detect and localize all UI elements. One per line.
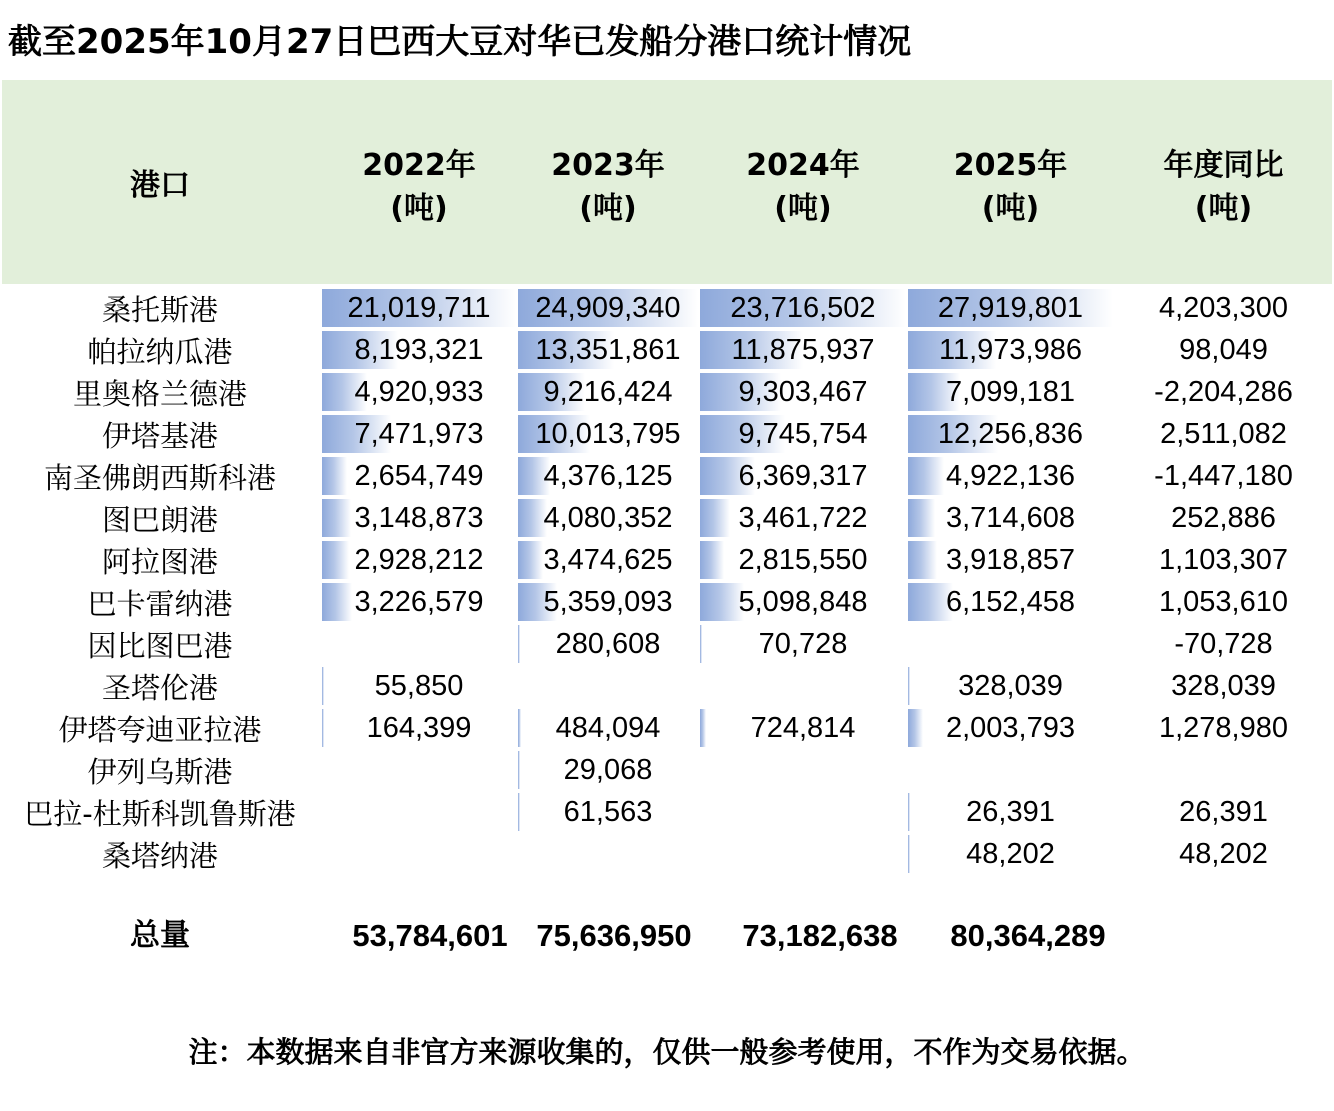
cell-v2024 [700,289,906,327]
cell-v2024 [700,793,906,831]
port-name: 帕拉纳瓜港 [87,334,233,369]
total-2022: 53,784,601 [352,918,508,953]
cell-value: 98,049 [1179,333,1268,366]
port-name: 桑塔纳港 [101,838,218,873]
header-2024-year: 2024年 [746,148,860,183]
table-row [0,539,1334,581]
cell-value: 1,103,307 [1158,543,1288,576]
cell-value: 9,303,467 [738,375,868,408]
cell-value: 328,039 [958,669,1063,702]
cell-v2022 [322,457,516,495]
cell-value: 24,909,340 [535,291,681,324]
cell-yoy [1115,583,1332,621]
cell-v2024 [700,835,906,873]
cell-value: 3,474,625 [543,543,673,576]
header-2022-unit: (吨) [390,191,448,226]
cell-v2022 [322,709,516,747]
port-name: 桑托斯港 [101,292,218,327]
cell-v2024 [700,373,906,411]
cell-value: 9,745,754 [738,417,868,450]
port-name: 因比图巴港 [87,628,233,663]
port-name: 里奥格兰德港 [72,376,247,411]
cell-v2023 [518,667,698,705]
cell-value: 2,654,749 [354,459,484,492]
cell-v2025 [908,835,1113,873]
page-title: 截至2025年10月27日巴西大豆对华已发船分港口统计情况 [8,22,912,62]
cell-v2023 [518,499,698,537]
cell-value: 3,148,873 [354,501,484,534]
table-row [0,413,1334,455]
header-2025-year: 2025年 [953,148,1068,183]
table-row [0,581,1334,623]
table-row [0,665,1334,707]
cell-value: 2,928,212 [354,543,484,576]
header-yoy-unit: (吨) [1194,191,1253,226]
port-name: 巴拉-杜斯科凯鲁斯港 [24,796,296,831]
cell-v2025 [908,583,1113,621]
cell-yoy [1115,667,1332,705]
cell-value: -70,728 [1174,627,1273,660]
cell-v2025 [908,499,1113,537]
cell-v2022 [322,793,516,831]
cell-yoy [1115,499,1332,537]
cell-v2023 [518,751,698,789]
cell-value: 70,728 [758,627,848,660]
cell-v2022 [322,751,516,789]
cell-value: 48,202 [966,837,1055,870]
cell-v2025 [908,667,1113,705]
cell-value: -1,447,180 [1154,459,1293,492]
cell-value: 27,919,801 [937,291,1084,324]
cell-v2024 [700,583,906,621]
cell-v2024 [700,625,906,663]
cell-value: 2,511,082 [1160,417,1287,450]
cell-value: 4,376,125 [543,459,673,492]
cell-v2023 [518,373,698,411]
total-2024: 73,182,638 [742,918,898,953]
table-row [0,455,1334,497]
cell-value: -2,204,286 [1154,375,1293,408]
port-name: 图巴朗港 [101,502,218,537]
cell-v2025 [908,331,1113,369]
cell-v2024 [700,331,906,369]
cell-value: 5,359,093 [543,585,673,618]
cell-value: 1,278,980 [1158,711,1288,744]
cell-value: 23,716,502 [730,291,876,324]
cell-value: 7,099,181 [945,375,1075,408]
cell-value: 328,039 [1171,669,1276,702]
cell-value: 4,080,352 [543,501,673,534]
header-yoy-label: 年度同比 [1163,148,1284,183]
header-yoy [1115,142,1332,232]
header-port [0,160,320,210]
cell-v2022 [322,583,516,621]
cell-yoy [1115,331,1332,369]
cell-v2023 [518,457,698,495]
cell-value: 8,193,321 [354,333,484,366]
header-port-label: 港口 [130,167,190,203]
cell-v2024 [700,457,906,495]
cell-v2025 [908,793,1113,831]
cell-value: 4,920,933 [354,375,484,408]
cell-value: 6,152,458 [945,585,1075,618]
cell-yoy [1115,415,1332,453]
cell-v2025 [908,625,1113,663]
cell-yoy [1115,541,1332,579]
cell-v2022 [322,625,516,663]
header-2023 [518,142,698,232]
table-row [0,371,1334,413]
cell-value: 5,098,848 [738,585,868,618]
cell-v2025 [908,415,1113,453]
cell-v2022 [322,289,516,327]
table-row [0,791,1334,833]
cell-v2022 [322,499,516,537]
table-row [0,497,1334,539]
header-2022 [322,142,516,232]
port-name: 圣塔伦港 [101,670,218,705]
cell-yoy [1115,625,1332,663]
port-name: 阿拉图港 [101,544,218,579]
cell-value: 2,815,550 [738,543,868,576]
cell-v2024 [700,541,906,579]
cell-v2024 [700,415,906,453]
cell-value: 484,094 [555,711,661,744]
port-name: 伊塔基港 [101,418,218,453]
cell-value: 55,850 [374,669,464,702]
header-2024 [700,142,906,232]
cell-v2022 [322,835,516,873]
cell-value: 4,203,300 [1158,291,1288,324]
cell-v2025 [908,709,1113,747]
cell-value: 6,369,317 [738,459,868,492]
cell-yoy [1115,793,1332,831]
port-name: 巴卡雷纳港 [87,586,233,621]
total-label: 总量 [130,918,190,953]
cell-value: 21,019,711 [347,291,491,324]
cell-value: 2,003,793 [945,711,1075,744]
cell-v2025 [908,457,1113,495]
footnote: 注：本数据来自非官方来源收集的，仅供一般参考使用，不作为交易依据。 [188,1035,1146,1069]
cell-v2024 [700,709,906,747]
cell-v2025 [908,289,1113,327]
port-name: 伊塔夸迪亚拉港 [58,712,262,747]
cell-value: 61,563 [563,795,653,828]
cell-v2022 [322,415,516,453]
cell-v2022 [322,541,516,579]
table-row [0,329,1334,371]
cell-v2023 [518,541,698,579]
cell-value: 252,886 [1171,501,1276,534]
cell-value: 26,391 [1179,795,1268,828]
cell-value: 11,973,986 [939,333,1082,366]
cell-value: 3,714,608 [945,501,1075,534]
table-row [0,623,1334,665]
cell-value: 12,256,836 [937,417,1084,450]
port-name: 南圣佛朗西斯科港 [43,460,276,495]
port-name: 伊列乌斯港 [87,754,233,789]
cell-value: 9,216,424 [543,375,673,408]
cell-v2022 [322,331,516,369]
cell-value: 29,068 [563,753,653,786]
header-2025-unit: (吨) [981,191,1040,226]
cell-yoy [1115,373,1332,411]
total-2023: 75,636,950 [536,918,692,953]
cell-v2023 [518,583,698,621]
table-row [0,749,1334,791]
header-2025 [908,142,1113,232]
cell-value: 164,399 [366,711,472,744]
table-row [0,707,1334,749]
cell-v2024 [700,751,906,789]
cell-value: 11,875,937 [731,333,875,366]
cell-v2024 [700,499,906,537]
header-2024-unit: (吨) [774,191,832,226]
cell-value: 1,053,610 [1158,585,1288,618]
cell-value: 280,608 [555,627,661,660]
header-2022-year: 2022年 [362,148,476,183]
cell-yoy [1115,289,1332,327]
cell-value: 13,351,861 [535,333,681,366]
total-2025: 80,364,289 [950,918,1106,953]
cell-v2023 [518,793,698,831]
table-row [0,287,1334,329]
cell-value: 48,202 [1179,837,1268,870]
cell-v2023 [518,625,698,663]
cell-yoy [1115,709,1332,747]
cell-v2023 [518,289,698,327]
cell-value: 3,461,722 [738,501,868,534]
cell-v2022 [322,667,516,705]
cell-value: 4,922,136 [945,459,1075,492]
header-2023-year: 2023年 [551,148,665,183]
cell-v2023 [518,709,698,747]
cell-yoy [1115,751,1332,789]
cell-value: 7,471,973 [354,417,484,450]
cell-yoy [1115,457,1332,495]
cell-yoy [1115,835,1332,873]
cell-v2025 [908,541,1113,579]
cell-v2025 [908,373,1113,411]
header-2023-unit: (吨) [579,191,637,226]
cell-value: 3,918,857 [945,543,1075,576]
cell-v2023 [518,331,698,369]
cell-v2024 [700,667,906,705]
cell-v2023 [518,835,698,873]
cell-value: 26,391 [966,795,1055,828]
cell-v2025 [908,751,1113,789]
cell-value: 3,226,579 [354,585,484,618]
cell-value: 10,013,795 [535,417,681,450]
cell-v2023 [518,415,698,453]
cell-v2022 [322,373,516,411]
table-row [0,833,1334,875]
cell-value: 724,814 [750,711,856,744]
